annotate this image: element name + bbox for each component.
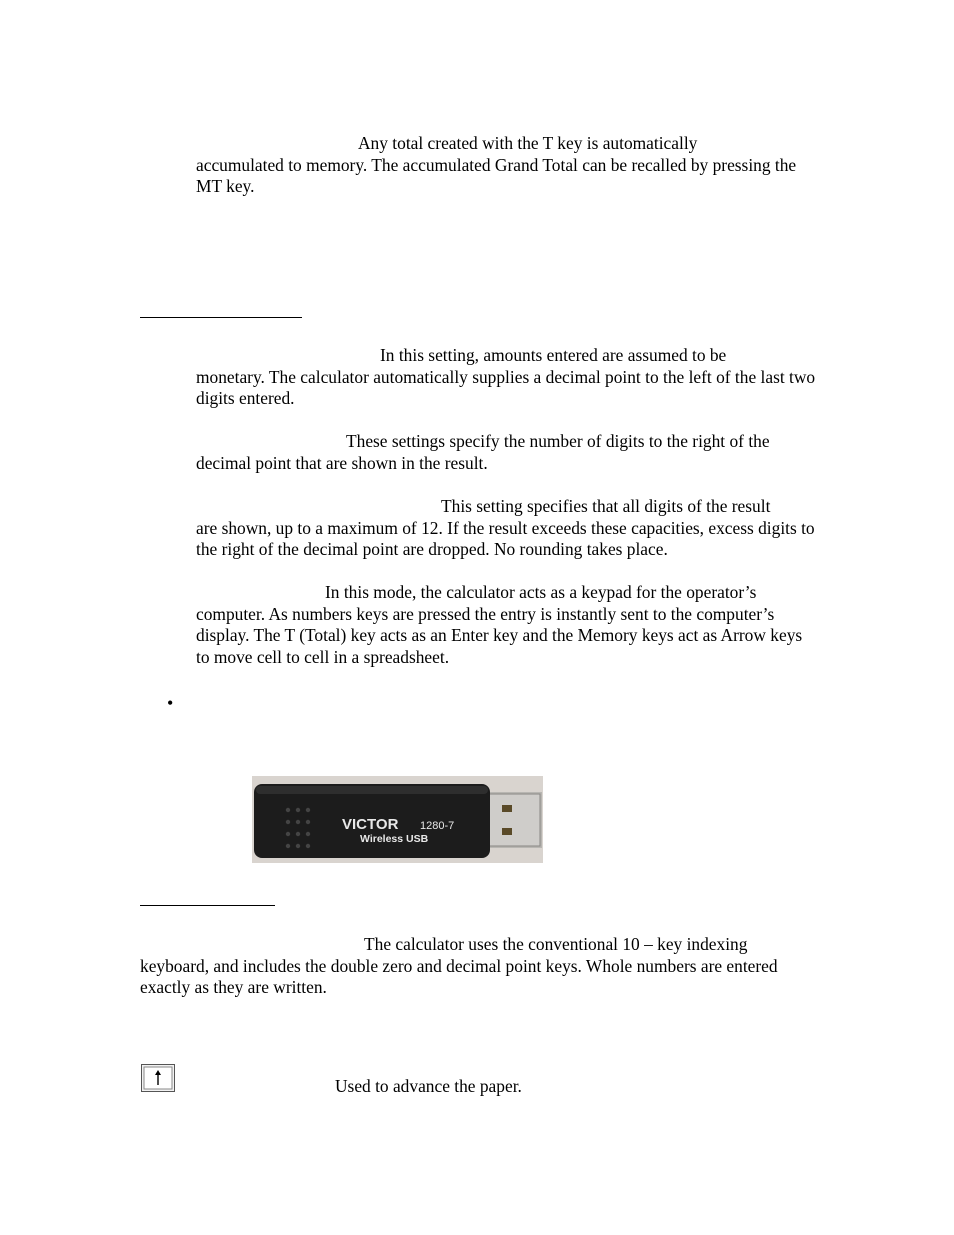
grand-total-paragraph [196, 133, 816, 198]
keyboard-rest: keyboard, and includes the double zero and decimal point keys. Whole numbers are entered exactly as they are written. [140, 955, 778, 998]
fixed-decimal-paragraph [196, 431, 816, 474]
floating-rest: are shown, up to a maximum of 12. If the result exceeds these capacities, excess digits to the right of the decimal point are dropped. No rounding takes place. [196, 517, 815, 560]
keyboard-paragraph [140, 934, 820, 999]
paper-feed-arrow-icon [141, 1064, 175, 1092]
add-mode-rest: monetary. The calculator automatically supplies a decimal point to the left of the last two digits entered. [196, 366, 816, 409]
keypad-mode-line1: In this mode, the calculator acts as a keypad for the operator’s [325, 582, 757, 602]
grand-total-line1: Any total created with the T key is automatically [358, 133, 698, 153]
paper-advance-text: Used to advance the paper. [335, 1076, 522, 1096]
usb-caption: Wireless USB [360, 833, 429, 845]
add-mode-paragraph [196, 345, 816, 410]
keyboard-line1: The calculator uses the conventional 10 – key indexing [364, 934, 748, 954]
usb-brand: VICTOR [342, 816, 399, 833]
keypad-mode-paragraph [196, 582, 816, 668]
bullet-marker: • [167, 693, 174, 713]
floating-paragraph [196, 496, 816, 561]
grand-total-rest: accumulated to memory. The accumulated Grand Total can be recalled by pressing the MT key. [196, 154, 797, 197]
fixed-decimal-line1: These settings specify the number of digits to the right of the [346, 431, 770, 451]
usb-dongle-image [252, 776, 543, 863]
keypad-mode-rest: computer. As numbers keys are pressed the entry is instantly sent to the computer’s display. The T (Total) key acts as an Enter key and the Memory keys act as Arrow keys to move cell to cell in a spreadsheet. [196, 603, 803, 667]
fixed-decimal-rest: decimal point that are shown in the result. [196, 452, 488, 473]
section-heading-underline [140, 905, 275, 906]
add-mode-line1: In this setting, amounts entered are assumed to be [380, 345, 727, 365]
usb-model: 1280-7 [420, 820, 455, 832]
section-heading-underline [140, 317, 302, 318]
floating-line1: This setting specifies that all digits of the result [441, 496, 771, 516]
